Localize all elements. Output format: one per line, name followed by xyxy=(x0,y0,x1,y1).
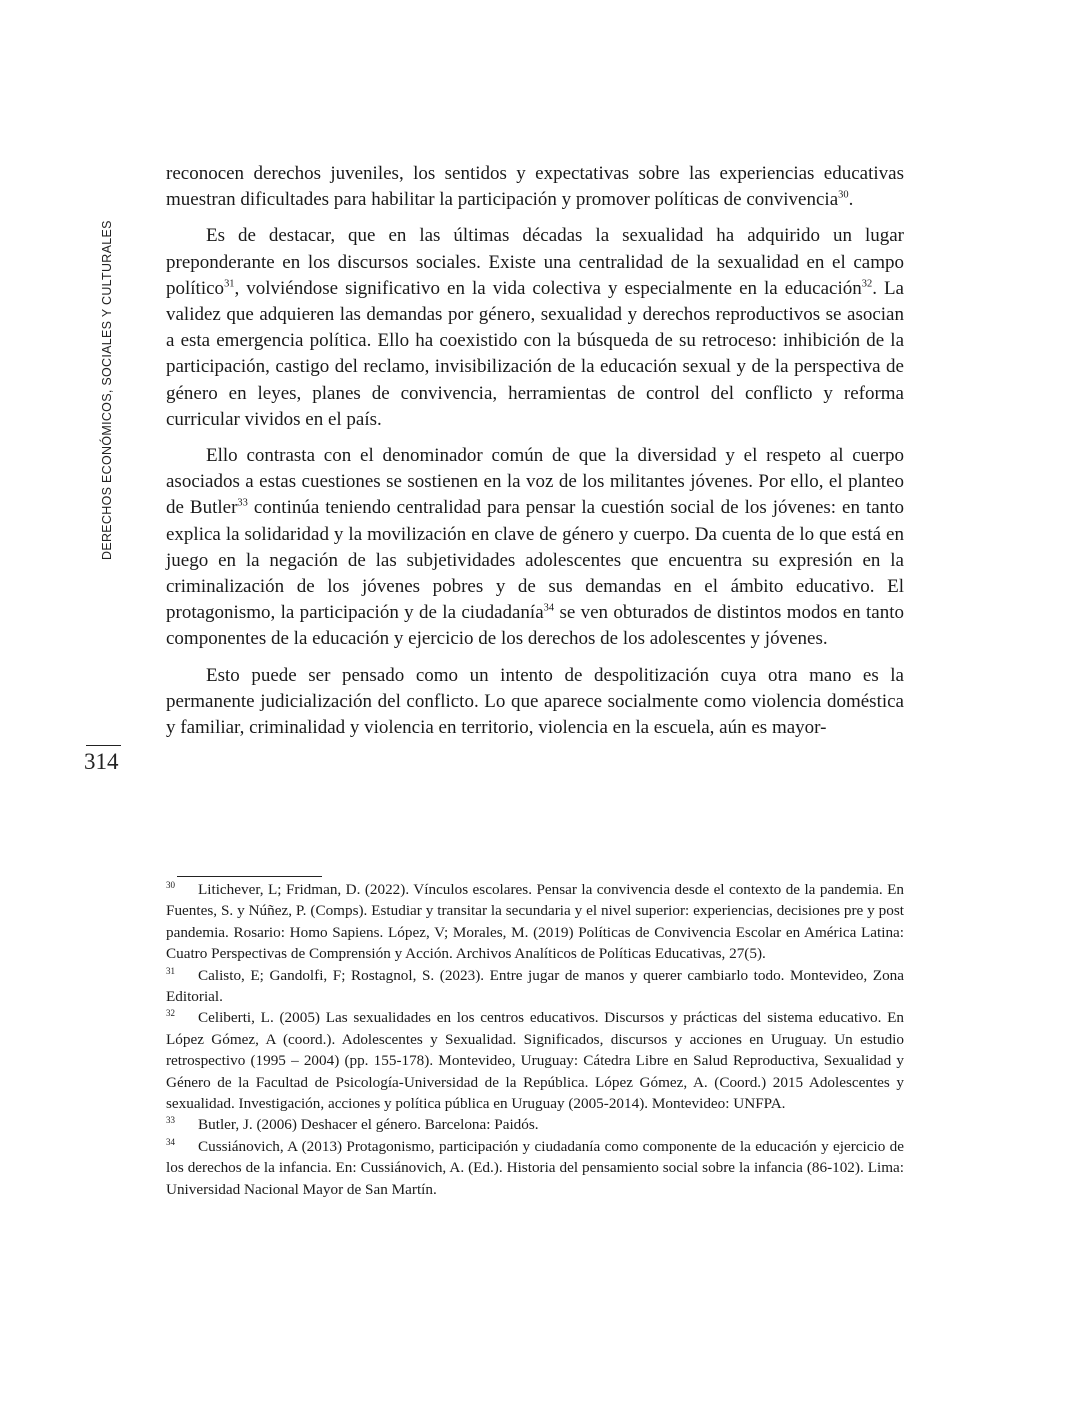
footnote-ref-34[interactable]: 34 xyxy=(543,602,555,614)
footnote-ref-30[interactable]: 30 xyxy=(838,189,849,201)
paragraph-2: Es de destacar, que en las últimas décadas la sexualidad ha adquirido un lugar preponderante en los discursos sociales. Existe una centralidad de la sexualidad en el campo político$^{31}$, volviéndose significativo en la vida colectiva y especialmente en la educación$^{32}$. La validez que adquieren las demandas por género, sexualidad y derechos reproductivos se asocian a esta emergencia política. Ello ha coexistido con la búsqueda de su retroceso: inhibición de la participación, castigo del reclamo, invisibilización de la educación sexual y de la perspectiva de género en leyes, planes de convivencia, herramientas de control del conflicto y reforma curricular vividos en el país. xyxy=(166,225,904,430)
footnote-separator xyxy=(177,876,322,877)
paragraph-1: reconocen derechos juveniles, los sentidos y expectativas sobre las experiencias educativas muestran dificultades para habilitar la participación y promover políticas de convivencia$^{30}$. xyxy=(166,163,904,211)
footnote-32: 32 Celiberti, L. (2005) Las sexualidades en los centros educativos. Discursos y prácticas del sistema educativo. En López Gómez, A (coord.). Adolescentes y Sexualidad. Significados, discursos y acciones en Uruguay. Un estudio retrospectivo (1995 – 2004) (pp. 155-178). Montevideo, Uruguay: Cátedra Libre en Salud Reproductiva, Sexualidad y Género de la Facultad de Psicología-Universidad de la República. López Gómez, A. (Coord.) 2015 Adolescentes y sexualidad. Investigación, acciones y política pública en Uruguay (2005-2014). Montevideo: UNFPA. xyxy=(166,1008,904,1113)
page-number-rule xyxy=(86,745,121,746)
footnote-34: 34 Cussiánovich, A (2013) Protagonismo, participación y ciudadanía como componente de la educación y ejercicio de los derechos de la infancia. En: Cussiánovich, A. (Ed.). Historia del pensamiento social sobre la infancia (86-102). Lima: Universidad Nacional Mayor de San Martín. xyxy=(166,1136,904,1198)
footnote-ref-33[interactable]: 33 xyxy=(237,498,248,510)
footnote-ref-32[interactable]: 32 xyxy=(861,278,873,290)
body-text xyxy=(166,161,904,751)
paragraph-3: Ello contrasta con el denominador común de que la diversidad y el respeto al cuerpo asociados a estas cuestiones se sostienen en la voz de los militantes jóvenes. Por ello, el planteo de Butler$^{33}$ continúa teniendo centralidad para pensar la cuestión social de los jóvenes: en tanto explica la solidaridad y la movilización en clave de género y cuerpo. Da cuenta de lo que está en juego en la negación de las subjetividades adolescentes que encuentra su expresión en la criminalización de los jóvenes pobres y de sus demandas en el ámbito educativo. El protagonismo, la participación y de la ciudadanía$^{34}$ se ven obturados de distintos modos en tanto componentes de la educación y ejercicio de los derechos de los adolescentes y jóvenes. xyxy=(166,445,904,650)
paragraph-4: Esto puede ser pensado como un intento de despolitización cuya otra mano es la permanente judicialización del conflicto. Lo que aparece socialmente como violencia doméstica y familiar, criminalidad y violencia en territorio, violencia en la escuela, aún es mayor- xyxy=(166,664,904,739)
page-number: 314 xyxy=(84,749,119,774)
footnote-30: 30 Litichever, L; Fridman, D. (2022). Vínculos escolares. Pensar la convivencia desde el contexto de la pandemia. En Fuentes, S. y Núñez, P. (Comps). Estudiar y transitar la secundaria y el nivel superior: experiencias, decisiones pre y post pandemia. Rosario: Homo Sapiens. López, V; Morales, M. (2019) Políticas de Convivencia Escolar en América Latina: Cuatro Perspectivas de Comprensión y Acción. Archivos Analíticos de Políticas Educativas, 27(5). xyxy=(166,879,904,963)
running-title: DERECHOS ECONÓMICOS, SOCIALES Y CULTURALES xyxy=(100,220,114,560)
footnotes xyxy=(166,879,904,1200)
footnote-ref-31[interactable]: 31 xyxy=(224,278,235,290)
footnote-31: 31 Calisto, E; Gandolfi, F; Rostagnol, S. (2023). Entre jugar de manos y querer cambiarlo todo. Montevideo, Zona Editorial. xyxy=(166,965,904,1006)
footnote-33: 33 Butler, J. (2006) Deshacer el género. Barcelona: Paidós. xyxy=(166,1115,539,1134)
